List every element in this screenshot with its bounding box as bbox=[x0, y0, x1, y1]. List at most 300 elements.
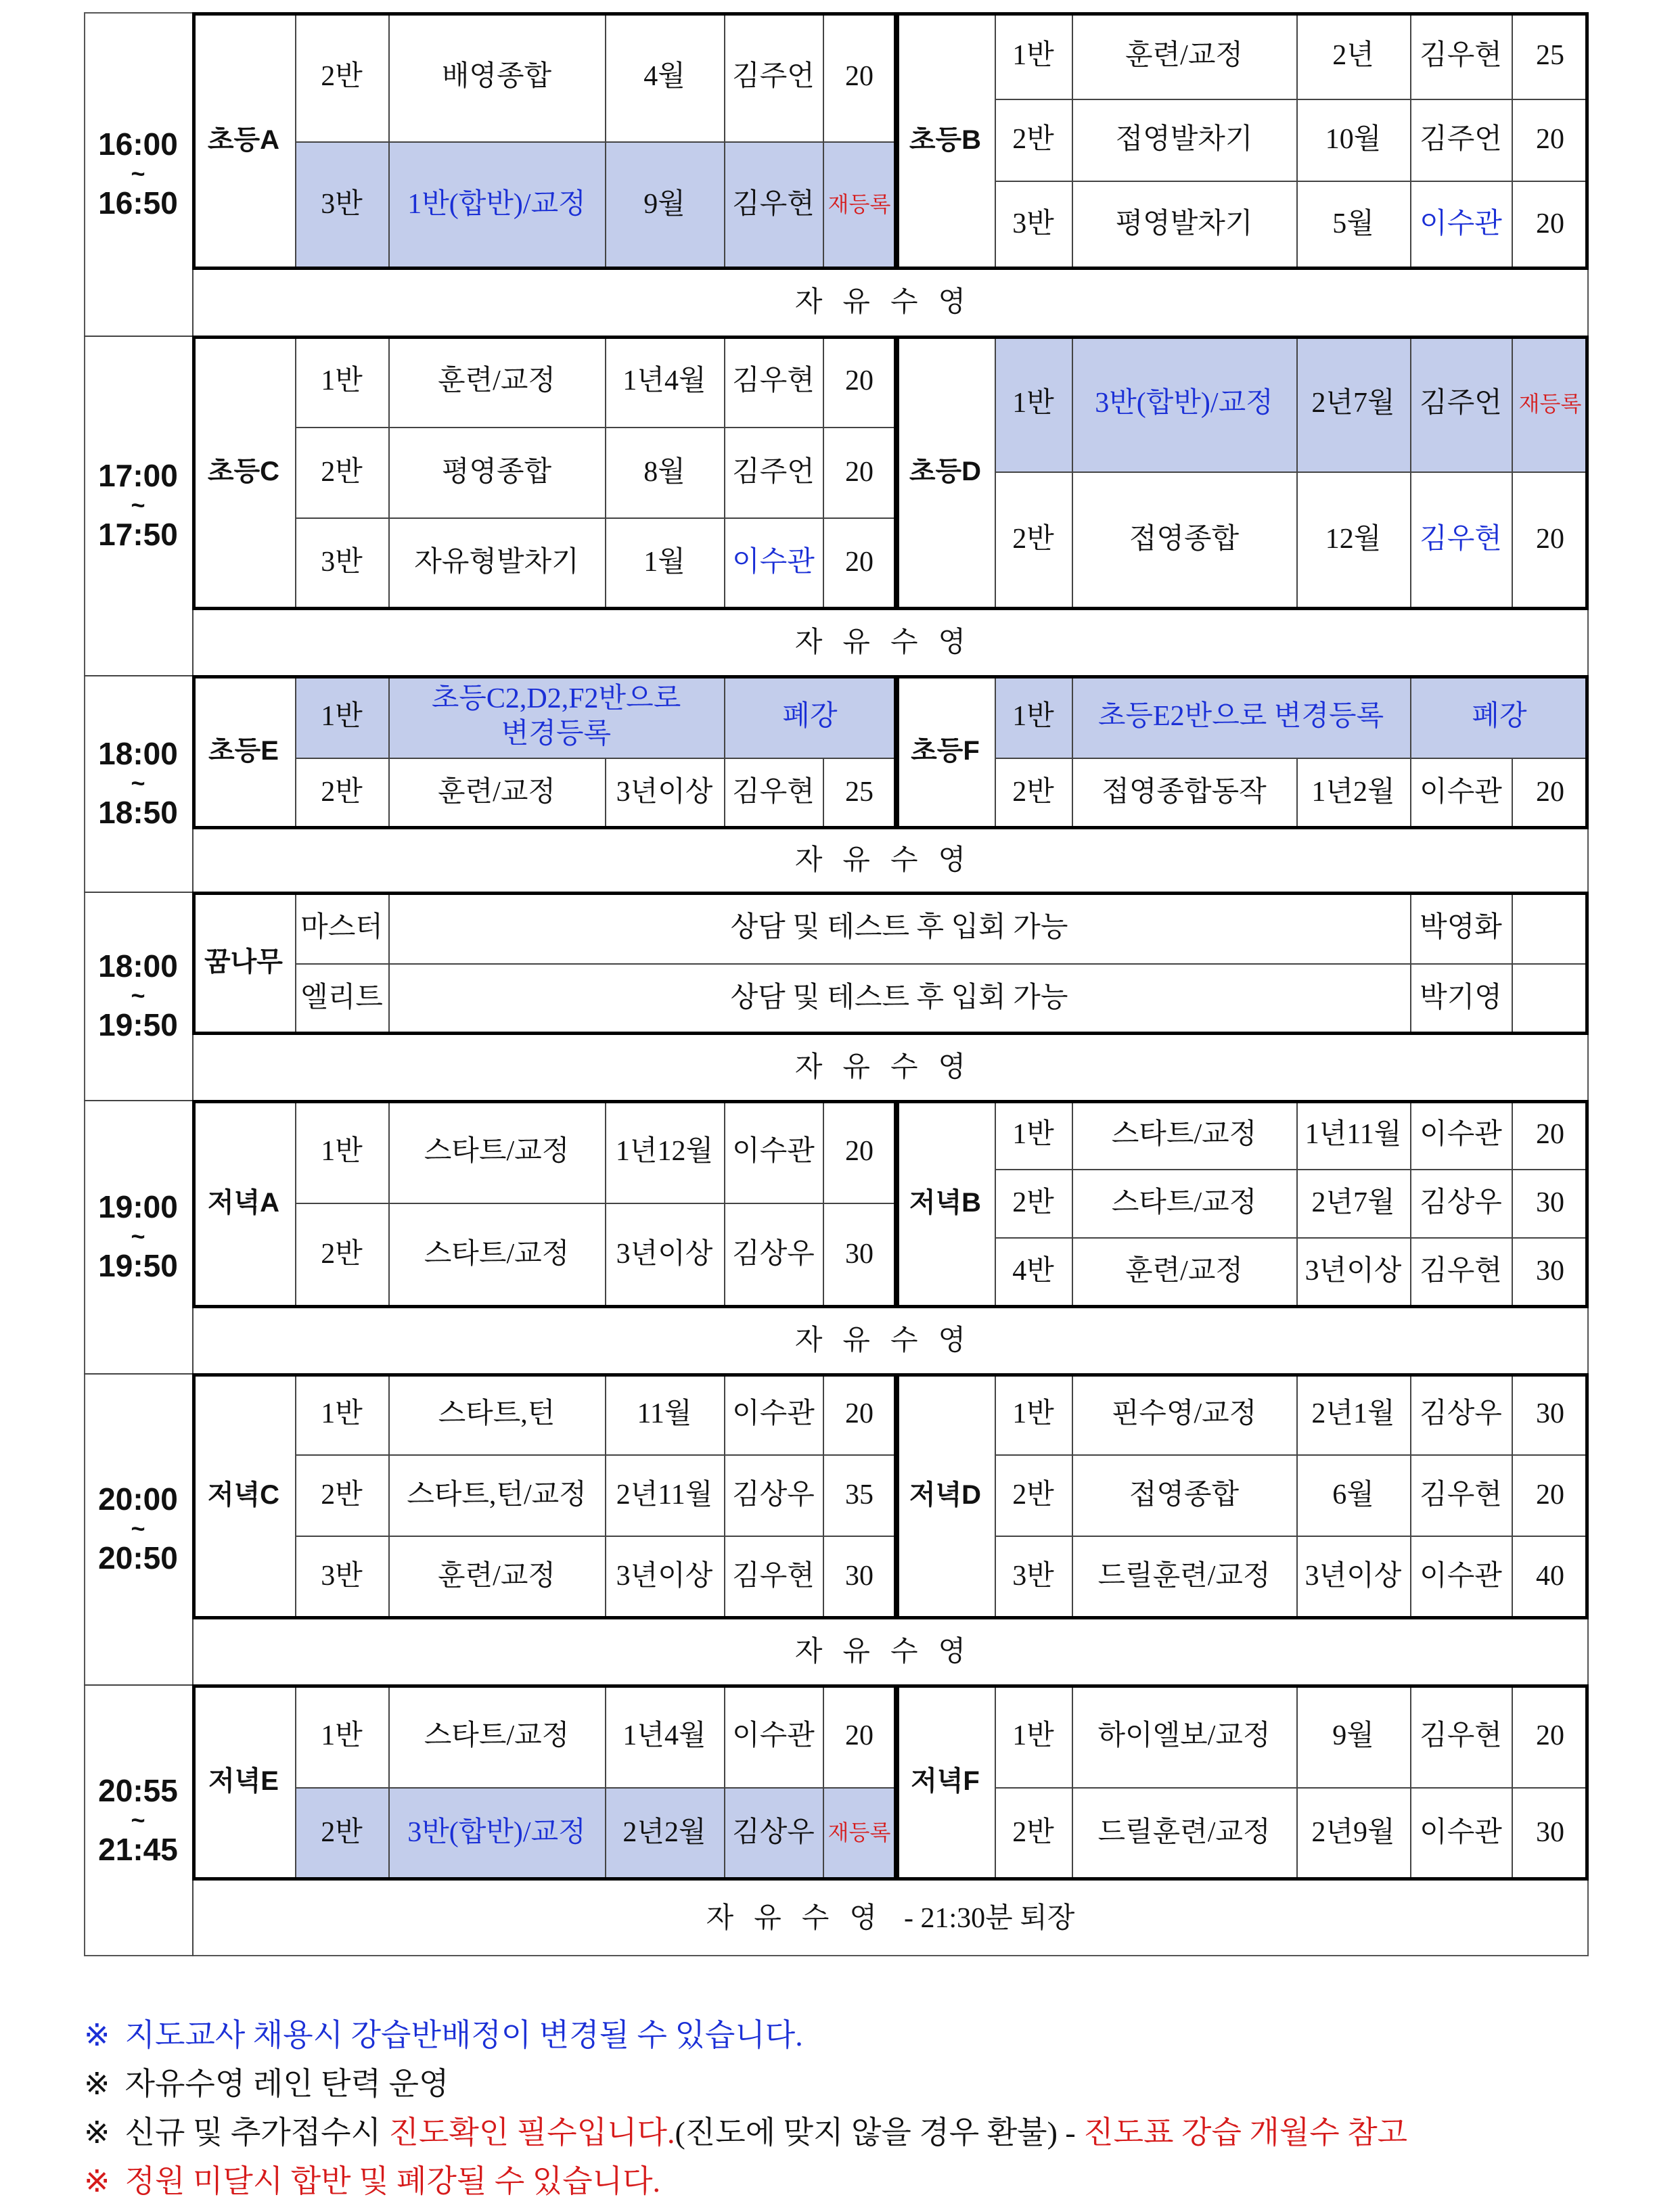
content-cell: 하이엘보/교정 bbox=[1097, 1720, 1271, 1751]
right-group-border-left bbox=[896, 675, 899, 829]
left-group-border-top bbox=[192, 675, 897, 678]
grid-line bbox=[295, 1100, 296, 1203]
content-cell: 평영발차기 bbox=[1115, 208, 1253, 239]
grid-line bbox=[388, 517, 390, 607]
period-cell: 2년1월 bbox=[1311, 1398, 1395, 1429]
grid-line bbox=[1072, 99, 1073, 181]
class-cell: 1반 bbox=[321, 1720, 363, 1751]
grid-line bbox=[995, 99, 996, 181]
content-cell: 3반(합반)/교정 bbox=[1095, 388, 1273, 419]
content-cell: 스타트/교정 bbox=[424, 1238, 570, 1270]
grid-line bbox=[295, 1203, 896, 1204]
grid-line bbox=[605, 141, 606, 267]
grid-line bbox=[1512, 758, 1513, 827]
capacity-cell: 20 bbox=[845, 365, 874, 397]
grid-line bbox=[388, 141, 390, 267]
grid-line bbox=[1410, 1787, 1411, 1878]
time-sep: ~ bbox=[131, 160, 145, 187]
capacity-cell: 20 bbox=[845, 547, 874, 578]
dream-group-border-right bbox=[1585, 892, 1589, 1035]
class-cell: 2반 bbox=[1012, 124, 1054, 156]
grid-line bbox=[1410, 1684, 1411, 1787]
grid-line bbox=[388, 1454, 390, 1536]
grid-line bbox=[295, 1454, 896, 1456]
grid-line bbox=[605, 758, 606, 827]
class-cell: 3반 bbox=[321, 547, 363, 578]
free-swim-label: 자유수영 bbox=[794, 1051, 987, 1083]
class-cell: 1반 bbox=[321, 700, 363, 732]
grid-line bbox=[1410, 12, 1411, 99]
grid-line bbox=[995, 99, 1589, 100]
group-label: 저녁B bbox=[909, 1188, 982, 1218]
class-cell: 마스터 bbox=[300, 911, 383, 943]
free-swim-label: 자유수영 bbox=[794, 287, 987, 319]
grid-line bbox=[295, 1684, 296, 1787]
grid-line bbox=[388, 963, 390, 1032]
grid-line bbox=[724, 427, 725, 517]
grid-line bbox=[1410, 892, 1411, 963]
grid-line bbox=[1512, 336, 1513, 471]
period-cell: 2년7월 bbox=[1311, 388, 1395, 419]
teacher-cell: 김우현 bbox=[732, 776, 815, 808]
capacity-cell: 30 bbox=[845, 1560, 874, 1592]
class-cell: 2반 bbox=[321, 456, 363, 488]
class-cell: 엘리트 bbox=[300, 982, 383, 1013]
time-sep: ~ bbox=[131, 769, 145, 797]
grid-line bbox=[1512, 12, 1513, 99]
grid-line bbox=[995, 1787, 1589, 1789]
grid-line bbox=[388, 336, 390, 427]
grid-line bbox=[1296, 471, 1298, 607]
content-cell: 접영발차기 bbox=[1115, 124, 1253, 156]
group-label: 초등E bbox=[208, 736, 279, 766]
right-group-border-right bbox=[1585, 336, 1589, 610]
grid-line bbox=[724, 1373, 725, 1454]
capacity-cell: 20 bbox=[1536, 208, 1564, 239]
free-swim-row bbox=[192, 270, 1589, 336]
grid-line bbox=[995, 758, 996, 827]
grid-line bbox=[995, 1100, 996, 1169]
capacity-cell: 20 bbox=[1536, 524, 1564, 555]
time-sep: ~ bbox=[131, 982, 145, 1009]
grid-line bbox=[1512, 1684, 1513, 1787]
time-sep: ~ bbox=[131, 1806, 145, 1834]
capacity-cell: 20 bbox=[845, 61, 874, 93]
note-line bbox=[84, 2010, 803, 2055]
time-sep: ~ bbox=[131, 491, 145, 519]
right-group-border-top bbox=[896, 12, 1589, 16]
period-cell: 2년7월 bbox=[1311, 1187, 1395, 1219]
grid-line bbox=[1410, 336, 1411, 471]
time-slot bbox=[84, 1100, 192, 1373]
grid-line bbox=[995, 675, 996, 758]
period-cell: 10월 bbox=[1325, 124, 1382, 156]
right-group-border-top bbox=[896, 675, 1589, 678]
content-cell: 핀수영/교정 bbox=[1111, 1398, 1257, 1429]
grid-line bbox=[1410, 1169, 1411, 1237]
grid-line bbox=[388, 1373, 390, 1454]
grid-line bbox=[995, 1536, 996, 1617]
teacher-cell: 김우현 bbox=[1420, 1479, 1502, 1511]
status-cell: 폐강 bbox=[1472, 700, 1527, 732]
grid-line bbox=[823, 1684, 824, 1787]
grid-line bbox=[823, 1203, 824, 1306]
grid-line bbox=[724, 758, 725, 827]
time-slot bbox=[84, 1684, 192, 1956]
grid-line bbox=[995, 1169, 996, 1237]
content-cell: 훈련/교정 bbox=[438, 1560, 555, 1592]
grid-line bbox=[605, 12, 606, 141]
capacity-cell: 30 bbox=[1536, 1187, 1564, 1219]
grid-line bbox=[724, 1203, 725, 1306]
grid-line bbox=[295, 517, 296, 607]
left-group-border-left bbox=[192, 1100, 196, 1308]
grid-line bbox=[1296, 1169, 1298, 1237]
grid-line bbox=[823, 1536, 824, 1617]
capacity-cell: 35 bbox=[845, 1479, 874, 1511]
time-slot bbox=[84, 12, 192, 336]
class-cell: 3반 bbox=[1012, 1560, 1054, 1592]
grid-line bbox=[1512, 1536, 1513, 1617]
free-swim-label: 자유수영 bbox=[794, 626, 987, 658]
teacher-cell: 이수관 bbox=[1420, 1816, 1502, 1848]
period-cell: 9월 bbox=[1332, 1720, 1374, 1751]
grid-line bbox=[1072, 1100, 1073, 1169]
time-end: 18:50 bbox=[98, 795, 178, 830]
capacity-cell: 30 bbox=[845, 1238, 874, 1270]
teacher-cell: 김상우 bbox=[1420, 1187, 1502, 1219]
capacity-cell: 재등록 bbox=[1518, 391, 1582, 416]
time-end: 19:50 bbox=[98, 1007, 178, 1042]
content-cell: 훈련/교정 bbox=[438, 776, 555, 808]
grid-line bbox=[388, 1203, 390, 1306]
grid-line bbox=[388, 675, 390, 758]
teacher-cell: 박영화 bbox=[1420, 911, 1502, 943]
teacher-cell: 김상우 bbox=[732, 1479, 815, 1511]
grid-line bbox=[1072, 1373, 1073, 1454]
class-cell: 1반 bbox=[1012, 388, 1054, 419]
grid-line bbox=[1512, 892, 1513, 963]
grid-line bbox=[1410, 1100, 1411, 1169]
teacher-cell: 박기영 bbox=[1420, 982, 1502, 1013]
grid-line bbox=[995, 1454, 996, 1536]
content-cell: 스타트/교정 bbox=[424, 1720, 570, 1751]
content-cell: 훈련/교정 bbox=[1125, 1255, 1243, 1287]
class-cell: 2반 bbox=[1012, 1816, 1054, 1848]
content-cell: 스타트/교정 bbox=[1111, 1118, 1257, 1150]
period-cell: 11월 bbox=[637, 1398, 692, 1429]
left-group-border-top bbox=[192, 1373, 897, 1377]
time-slot bbox=[84, 1373, 192, 1684]
period-cell: 2년 bbox=[1332, 39, 1374, 71]
grid-line bbox=[823, 141, 824, 267]
time-slot bbox=[84, 675, 192, 892]
teacher-cell: 김상우 bbox=[1420, 1398, 1502, 1429]
grid-line bbox=[995, 1787, 996, 1878]
teacher-cell: 김상우 bbox=[732, 1816, 815, 1848]
class-cell: 3반 bbox=[321, 188, 363, 220]
period-cell: 6월 bbox=[1332, 1479, 1374, 1511]
period-cell: 1년11월 bbox=[1305, 1118, 1402, 1150]
grid-line bbox=[1296, 336, 1298, 471]
grid-line bbox=[1296, 1536, 1298, 1617]
grid-line bbox=[1512, 963, 1513, 1032]
group-label: 저녁F bbox=[911, 1766, 980, 1796]
grid-line bbox=[1072, 1454, 1073, 1536]
right-group-border-left bbox=[896, 1684, 899, 1881]
period-cell: 3년이상 bbox=[1305, 1255, 1402, 1287]
grid-line bbox=[995, 12, 996, 99]
right-group-border-right bbox=[1585, 1100, 1589, 1308]
class-cell: 3반 bbox=[321, 1560, 363, 1592]
content-cell: 드릴훈련/교정 bbox=[1097, 1816, 1271, 1848]
grid-line bbox=[724, 141, 725, 267]
grid-line bbox=[1072, 471, 1073, 607]
content-cell: 접영종합동작 bbox=[1102, 776, 1267, 808]
content-cell: 스타트/교정 bbox=[1111, 1187, 1257, 1219]
teacher-cell: 이수관 bbox=[732, 1720, 815, 1751]
grid-line bbox=[295, 1373, 296, 1454]
status-cell: 폐강 bbox=[782, 700, 838, 732]
teacher-cell: 이수관 bbox=[1420, 1560, 1502, 1592]
note-line bbox=[84, 2059, 449, 2104]
class-cell: 2반 bbox=[321, 1816, 363, 1848]
content-cell: 자유형발차기 bbox=[414, 547, 579, 578]
grid-line bbox=[295, 963, 296, 1032]
grid-line bbox=[1296, 1100, 1298, 1169]
grid-line bbox=[823, 1454, 824, 1536]
class-cell: 2반 bbox=[1012, 1479, 1054, 1511]
grid-line bbox=[1072, 1237, 1073, 1306]
grid-line bbox=[1072, 675, 1073, 758]
period-cell: 1월 bbox=[643, 547, 685, 578]
teacher-cell: 김주언 bbox=[1420, 124, 1502, 156]
time-slot bbox=[84, 336, 192, 675]
group-label: 저녁D bbox=[909, 1480, 982, 1510]
grid-line bbox=[1512, 1454, 1513, 1536]
teacher-cell: 김우현 bbox=[1420, 524, 1502, 555]
class-cell: 1반 bbox=[1012, 1398, 1054, 1429]
time-start: 17:00 bbox=[98, 457, 178, 493]
grid-line bbox=[1410, 181, 1411, 267]
grid-line bbox=[388, 1787, 390, 1878]
capacity-cell: 20 bbox=[845, 1398, 874, 1429]
note-line bbox=[84, 2108, 1407, 2152]
grid-line bbox=[1410, 1237, 1411, 1306]
teacher-cell: 김주언 bbox=[1420, 388, 1502, 419]
left-group-border-left bbox=[192, 1684, 196, 1881]
right-group-border-left bbox=[896, 1373, 899, 1619]
class-cell: 2반 bbox=[321, 776, 363, 808]
grid-line bbox=[295, 1203, 296, 1306]
free-swim-label: 자유수영 bbox=[794, 1324, 987, 1356]
grid-line bbox=[295, 963, 1589, 965]
right-group-border-top bbox=[896, 336, 1589, 339]
grid-line bbox=[724, 675, 725, 758]
grid-line bbox=[1072, 1169, 1073, 1237]
grid-line bbox=[724, 1536, 725, 1617]
grid-line bbox=[605, 427, 606, 517]
content-cell: 드릴훈련/교정 bbox=[1097, 1560, 1271, 1592]
grid-line bbox=[1410, 99, 1411, 181]
grid-line bbox=[724, 1454, 725, 1536]
left-group-border-top bbox=[192, 336, 897, 339]
class-cell: 4반 bbox=[1012, 1255, 1054, 1287]
left-group-border-top bbox=[192, 1684, 897, 1688]
content-cell: 접영종합 bbox=[1129, 524, 1240, 555]
free-swim-label: 자유수영 bbox=[794, 844, 987, 876]
period-cell: 4월 bbox=[643, 61, 685, 93]
grid-line bbox=[995, 1373, 996, 1454]
grid-line bbox=[295, 141, 296, 267]
right-group-border-right bbox=[1585, 1684, 1589, 1881]
teacher-cell: 이수관 bbox=[732, 1135, 815, 1167]
grid-line bbox=[1512, 1100, 1513, 1169]
note-mark: ※ bbox=[84, 2067, 110, 2101]
grid-line bbox=[1296, 12, 1298, 99]
time-slot bbox=[84, 892, 192, 1100]
grid-line bbox=[295, 758, 296, 827]
group-label: 초등B bbox=[909, 124, 982, 155]
group-label: 초등C bbox=[207, 457, 280, 486]
grid-line bbox=[388, 427, 390, 517]
content-cell: 훈련/교정 bbox=[1125, 39, 1243, 71]
grid-line bbox=[388, 892, 390, 963]
grid-line bbox=[823, 517, 824, 607]
period-cell: 2년11월 bbox=[616, 1479, 713, 1511]
grid-line bbox=[1072, 1684, 1073, 1787]
content-cell: 1반(합반)/교정 bbox=[407, 188, 586, 220]
grid-line bbox=[1410, 963, 1411, 1032]
free-swim-label: 자유수영 bbox=[706, 1902, 897, 1934]
time-start: 20:55 bbox=[98, 1772, 178, 1808]
right-group-border-left bbox=[896, 12, 899, 270]
note-mark: ※ bbox=[84, 2018, 110, 2052]
teacher-cell: 김우현 bbox=[1420, 1720, 1502, 1751]
period-cell: 3년이상 bbox=[616, 776, 713, 808]
grid-line bbox=[605, 1536, 606, 1617]
grid-line bbox=[1512, 1787, 1513, 1878]
grid-line bbox=[1072, 12, 1073, 99]
period-cell: 2년2월 bbox=[622, 1816, 706, 1848]
group-label: 저녁E bbox=[208, 1766, 279, 1796]
note-text: 정원 미달시 합반 및 폐강될 수 있습니다. bbox=[124, 2164, 661, 2198]
capacity-cell: 25 bbox=[1536, 39, 1564, 71]
grid-line bbox=[823, 12, 824, 141]
note-line bbox=[84, 2157, 660, 2201]
period-cell: 5월 bbox=[1332, 208, 1374, 239]
capacity-cell: 20 bbox=[1536, 1118, 1564, 1150]
capacity-cell: 20 bbox=[1536, 1720, 1564, 1751]
right-group-border-right bbox=[1585, 675, 1589, 829]
left-group-border-left bbox=[192, 336, 196, 610]
time-start: 18:00 bbox=[98, 735, 178, 771]
capacity-cell: 20 bbox=[1536, 1479, 1564, 1511]
right-group-border-top bbox=[896, 1100, 1589, 1103]
grid-line bbox=[605, 1203, 606, 1306]
left-group-border-top bbox=[192, 1100, 897, 1103]
grid-line bbox=[1410, 758, 1411, 827]
period-cell: 3년이상 bbox=[1305, 1560, 1402, 1592]
period-cell: 1년12월 bbox=[615, 1135, 714, 1167]
grid-line bbox=[724, 1100, 725, 1203]
content-cell: 초등C2,D2,F2반으로 변경등록 bbox=[431, 683, 681, 750]
grid-line bbox=[995, 1536, 1589, 1537]
class-cell: 2반 bbox=[1012, 524, 1054, 555]
teacher-cell: 김우현 bbox=[732, 188, 815, 220]
grid-line bbox=[295, 1787, 896, 1789]
time-end: 20:50 bbox=[98, 1540, 178, 1575]
class-cell: 2반 bbox=[321, 1479, 363, 1511]
period-cell: 1년4월 bbox=[622, 1720, 706, 1751]
note-mark: ※ bbox=[84, 2164, 110, 2198]
grid-line bbox=[295, 336, 296, 427]
time-sep: ~ bbox=[131, 1515, 145, 1542]
capacity-cell: 20 bbox=[845, 456, 874, 488]
teacher-cell: 김우현 bbox=[732, 1560, 815, 1592]
grid-line bbox=[1296, 1684, 1298, 1787]
note-part: (진도에 맞지 않을 경우 환불) - bbox=[675, 2115, 1084, 2150]
grid-line bbox=[1410, 1454, 1411, 1536]
right-group-border-right bbox=[1585, 1373, 1589, 1619]
grid-line bbox=[1072, 758, 1073, 827]
class-cell: 3반 bbox=[1012, 208, 1054, 239]
grid-line bbox=[724, 336, 725, 427]
free-swim-row bbox=[192, 1035, 1589, 1100]
grid-line bbox=[1296, 758, 1298, 827]
grid-line bbox=[388, 758, 390, 827]
grid-line bbox=[823, 1787, 824, 1878]
grid-line bbox=[295, 427, 896, 428]
grid-line bbox=[995, 336, 996, 471]
left-group-border-left bbox=[192, 1373, 196, 1619]
grid-line bbox=[1410, 675, 1411, 758]
content-cell: 스타트/교정 bbox=[424, 1135, 570, 1167]
grid-line bbox=[724, 1684, 725, 1787]
grid-line bbox=[605, 1787, 606, 1878]
right-group-border-left bbox=[896, 1100, 899, 1308]
teacher-cell: 이수관 bbox=[732, 1398, 815, 1429]
teacher-cell: 이수관 bbox=[732, 547, 815, 578]
content-cell: 상담 및 테스트 후 입회 가능 bbox=[730, 982, 1068, 1013]
content-cell: 스타트,턴/교정 bbox=[407, 1479, 587, 1511]
time-start: 20:00 bbox=[98, 1481, 178, 1517]
group-label: 저녁C bbox=[207, 1480, 280, 1510]
grid-line bbox=[1512, 1373, 1513, 1454]
note-mark: ※ bbox=[84, 2115, 110, 2150]
grid-line bbox=[295, 675, 296, 758]
grid-line bbox=[295, 517, 896, 519]
class-cell: 1반 bbox=[1012, 700, 1054, 732]
grid-line bbox=[295, 892, 296, 963]
class-cell: 1반 bbox=[321, 1398, 363, 1429]
period-cell: 9월 bbox=[643, 188, 685, 220]
grid-line bbox=[295, 1454, 296, 1536]
grid-line bbox=[1512, 1237, 1513, 1306]
note-part: 진도확인 필수입니다. bbox=[388, 2115, 675, 2150]
teacher-cell: 이수관 bbox=[1420, 208, 1502, 239]
left-group-border-left bbox=[192, 12, 196, 270]
class-cell: 1반 bbox=[1012, 1720, 1054, 1751]
free-swim-row bbox=[192, 1881, 1589, 1956]
class-cell: 2반 bbox=[321, 61, 363, 93]
grid-line bbox=[1296, 1787, 1298, 1878]
grid-line bbox=[823, 336, 824, 427]
grid-line bbox=[995, 181, 996, 267]
content-cell: 접영종합 bbox=[1129, 1479, 1240, 1511]
grid-line bbox=[995, 1237, 996, 1306]
capacity-cell: 30 bbox=[1536, 1816, 1564, 1848]
